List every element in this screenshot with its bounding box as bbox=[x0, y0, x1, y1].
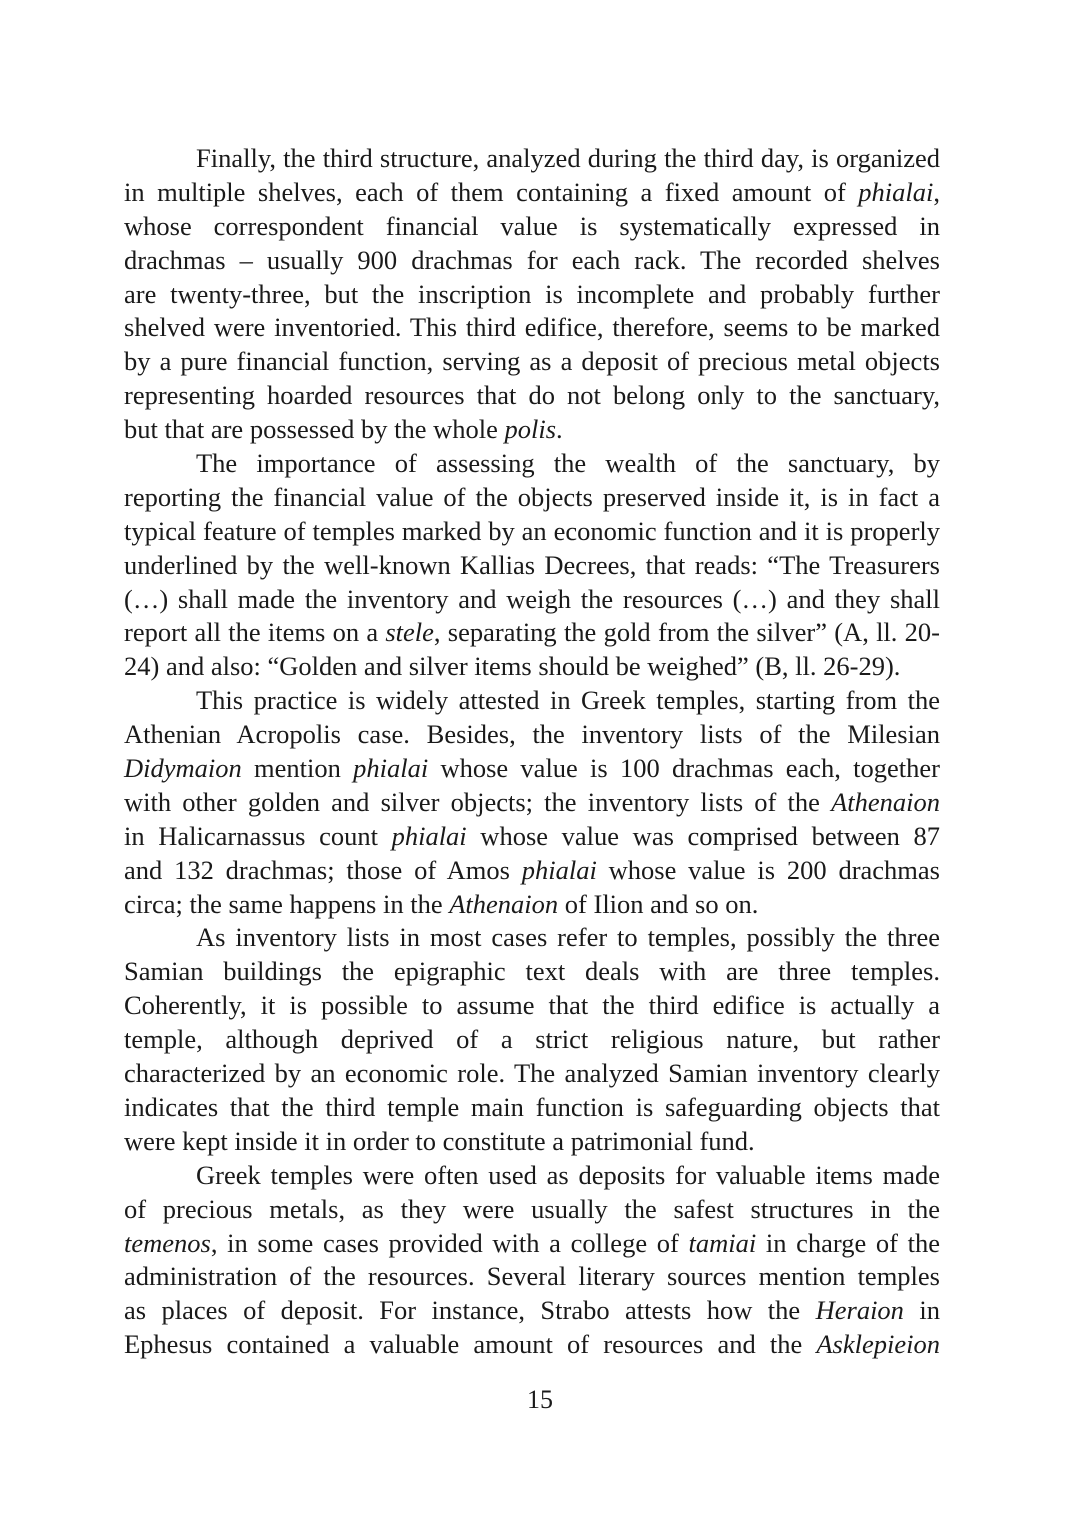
text-segment: As inventory lists in most cases refer to temples, possibly the three bbox=[196, 922, 940, 953]
italic-term: stele bbox=[385, 617, 434, 648]
text-segment: Samian buildings the epigraphic text deals with are three temples. bbox=[124, 956, 940, 987]
paragraph bbox=[124, 142, 940, 447]
italic-term: Asklepieion bbox=[816, 1329, 940, 1360]
paragraph bbox=[124, 921, 940, 1158]
text-line bbox=[124, 447, 940, 481]
text-line bbox=[124, 989, 940, 1023]
text-line bbox=[124, 515, 940, 549]
text-segment: Coherently, it is possible to assume that the third edifice is actually a bbox=[124, 990, 940, 1021]
text-segment: Athenian Acropolis case. Besides, the inventory lists of the Milesian bbox=[124, 719, 940, 750]
paragraph bbox=[124, 447, 940, 684]
text-line bbox=[124, 278, 940, 312]
italic-term: Athenaion bbox=[449, 888, 559, 919]
text-line bbox=[124, 413, 940, 447]
text-segment: with other golden and silver objects; the inventory lists of the bbox=[124, 786, 832, 817]
text-segment: by a pure financial function, serving as a deposit of precious metal objects bbox=[124, 346, 940, 377]
italic-term: phialai bbox=[353, 753, 429, 784]
text-line bbox=[124, 955, 940, 989]
text-segment: as places of deposit. For instance, Strabo attests how the bbox=[124, 1295, 816, 1326]
text-segment: , bbox=[933, 176, 940, 207]
page-number: 15 bbox=[527, 1385, 553, 1414]
text-segment: in charge of the bbox=[756, 1227, 940, 1258]
text-line bbox=[124, 650, 940, 684]
text-segment: circa; the same happens in the bbox=[124, 888, 450, 919]
text-segment: in bbox=[903, 1295, 940, 1326]
text-line bbox=[124, 1159, 940, 1193]
text-line bbox=[124, 1193, 940, 1227]
italic-term: Athenaion bbox=[831, 786, 940, 817]
text-line bbox=[124, 1125, 940, 1159]
text-line bbox=[124, 176, 940, 210]
text-line bbox=[124, 210, 940, 244]
italic-term: phialai bbox=[391, 820, 467, 851]
text-segment: representing hoarded resources that do not belong only to the sanctuary, bbox=[124, 380, 940, 411]
text-segment: mention bbox=[241, 753, 354, 784]
text-segment: but that are possessed by the whole bbox=[124, 414, 505, 445]
text-segment: whose value was comprised between 87 bbox=[466, 820, 940, 851]
text-line bbox=[124, 311, 940, 345]
text-segment: Finally, the third structure, analyzed during the third day, is organized bbox=[196, 143, 940, 173]
text-segment: , in some cases provided with a college of bbox=[210, 1227, 689, 1258]
text-segment: administration of the resources. Several literary sources mention temples bbox=[124, 1261, 940, 1292]
italic-term: phialai bbox=[521, 854, 597, 885]
text-line bbox=[124, 752, 940, 786]
italic-term: phialai bbox=[858, 176, 934, 207]
text-segment: Ephesus contained a valuable amount of resources and the bbox=[124, 1329, 817, 1360]
text-segment: shelved were inventoried. This third edifice, therefore, seems to be marked bbox=[124, 312, 940, 343]
text-segment: and 132 drachmas; those of Amos bbox=[124, 854, 522, 885]
text-line bbox=[124, 854, 940, 888]
text-segment: (…) shall made the inventory and weigh the resources (…) and they shall bbox=[124, 583, 940, 614]
text-segment: reporting the financial value of the objects preserved inside it, is in fact a bbox=[124, 481, 940, 512]
text-segment: characterized by an economic role. The analyzed Samian inventory clearly bbox=[124, 1058, 940, 1089]
text-segment: whose correspondent financial value is systematically expressed in bbox=[124, 210, 940, 241]
text-segment: This practice is widely attested in Greek temples, starting from the bbox=[196, 685, 940, 716]
italic-term: Heraion bbox=[815, 1295, 904, 1326]
text-line bbox=[124, 583, 940, 617]
italic-term: polis bbox=[504, 414, 557, 445]
text-line bbox=[124, 1057, 940, 1091]
italic-term: Didymaion bbox=[124, 753, 242, 784]
text-line bbox=[124, 379, 940, 413]
text-line bbox=[124, 718, 940, 752]
text-line bbox=[124, 142, 940, 176]
text-segment: whose value is 200 drachmas bbox=[596, 854, 940, 885]
text-segment: report all the items on a bbox=[124, 617, 386, 648]
text-line bbox=[124, 1023, 940, 1057]
text-segment: . bbox=[556, 414, 563, 445]
text-line bbox=[124, 244, 940, 278]
text-segment: 24) and also: “Golden and silver items should be weighed” (B, ll. 26-29). bbox=[124, 651, 901, 682]
text-line bbox=[124, 820, 940, 854]
text-line bbox=[124, 481, 940, 515]
text-segment: temple, although deprived of a strict religious nature, but rather bbox=[124, 1024, 940, 1055]
paragraph bbox=[124, 684, 940, 921]
paragraph bbox=[124, 1159, 940, 1362]
text-line bbox=[124, 1227, 940, 1261]
italic-term: tamiai bbox=[688, 1227, 757, 1258]
text-line bbox=[124, 921, 940, 955]
text-line bbox=[124, 888, 940, 922]
text-segment: underlined by the well-known Kallias Decrees, that reads: “The Treasurers bbox=[124, 549, 940, 580]
text-line bbox=[124, 1260, 940, 1294]
text-segment: were kept inside it in order to constitute a patrimonial fund. bbox=[124, 1125, 755, 1156]
text-segment: whose value is 100 drachmas each, together bbox=[428, 753, 941, 784]
text-line bbox=[124, 684, 940, 718]
text-line bbox=[124, 345, 940, 379]
italic-term: temenos bbox=[124, 1227, 211, 1258]
text-segment: The importance of assessing the wealth of the sanctuary, by bbox=[196, 448, 940, 479]
text-segment: in Halicarnassus count bbox=[124, 820, 392, 851]
text-segment: of precious metals, as they were usually the safest structures in the bbox=[124, 1193, 940, 1224]
text-line bbox=[124, 1294, 940, 1328]
text-line bbox=[124, 786, 940, 820]
text-segment: are twenty-three, but the inscription is incomplete and probably further bbox=[124, 278, 940, 309]
text-segment: typical feature of temples marked by an economic function and it is properly bbox=[124, 515, 940, 546]
text-line bbox=[124, 616, 940, 650]
text-segment: of Ilion and so on. bbox=[558, 888, 759, 919]
text-line bbox=[124, 1091, 940, 1125]
text-segment: in multiple shelves, each of them containing a fixed amount of bbox=[124, 176, 859, 207]
body-text bbox=[124, 142, 940, 1362]
text-segment: indicates that the third temple main function is safeguarding objects that bbox=[124, 1091, 940, 1122]
text-segment: drachmas – usually 900 drachmas for each rack. The recorded shelves bbox=[124, 244, 940, 275]
text-segment: , separating the gold from the silver” (A, ll. 20- bbox=[433, 617, 940, 648]
text-line bbox=[124, 1328, 940, 1362]
text-line bbox=[124, 549, 940, 583]
text-segment: Greek temples were often used as deposits for valuable items made bbox=[196, 1159, 940, 1190]
